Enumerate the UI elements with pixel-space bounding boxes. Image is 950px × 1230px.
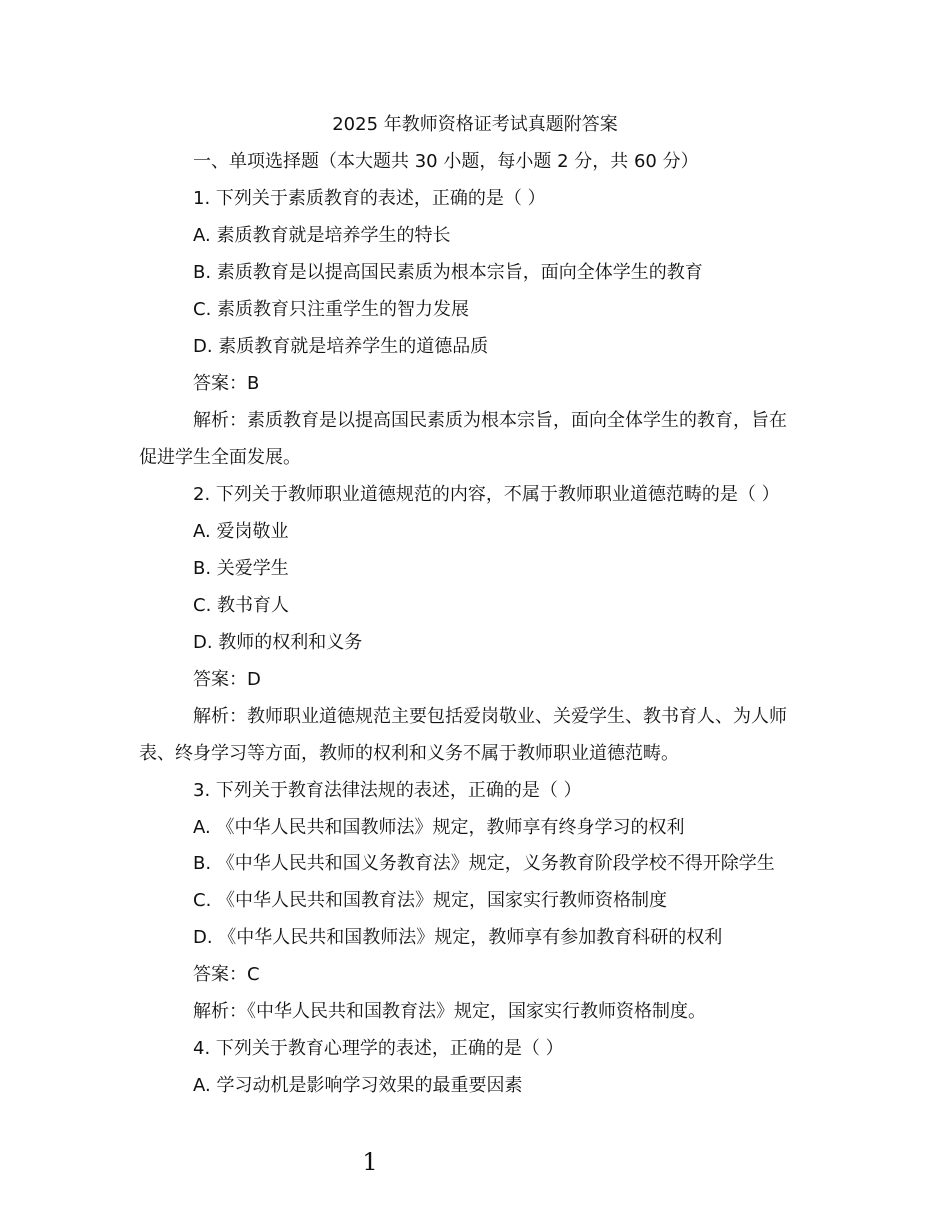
question-option: B. 关爱学生 (193, 558, 289, 579)
question-option: A. 《中华人民共和国教师法》规定，教师享有终身学习的权利 (193, 817, 685, 838)
question-stem: 4. 下列关于教育心理学的表述，正确的是（ ） (193, 1038, 564, 1059)
section-heading: 一、单项选择题（本大题共 30 小题，每小题 2 分，共 60 分） (193, 151, 699, 172)
question-option: C. 教书育人 (193, 595, 290, 616)
answer-line: 答案：C (193, 964, 260, 985)
question-option: D. 教师的权利和义务 (193, 632, 363, 653)
analysis-line: 解析：教师职业道德规范主要包括爱岗敬业、关爱学生、教书育人、为人师 (193, 706, 787, 727)
question-option: B. 素质教育是以提高国民素质为根本宗旨，面向全体学生的教育 (193, 262, 703, 283)
page-number: 1 (362, 1148, 378, 1176)
question-option: C. 素质教育只注重学生的智力发展 (193, 299, 470, 320)
answer-line: 答案：D (193, 669, 261, 690)
document-title: 2025 年教师资格证考试真题附答案 (332, 114, 618, 135)
analysis-line: 解析：素质教育是以提高国民素质为根本宗旨，面向全体学生的教育，旨在 (193, 410, 787, 431)
analysis-line: 促进学生全面发展。 (139, 447, 301, 468)
analysis-line: 表、终身学习等方面，教师的权利和义务不属于教师职业道德范畴。 (139, 743, 679, 764)
question-option: B. 《中华人民共和国义务教育法》规定，义务教育阶段学校不得开除学生 (193, 853, 775, 874)
question-option: D. 《中华人民共和国教师法》规定，教师享有参加教育科研的权利 (193, 927, 723, 948)
question-option: A. 爱岗敬业 (193, 521, 289, 542)
question-option: A. 学习动机是影响学习效果的最重要因素 (193, 1075, 523, 1096)
question-stem: 1. 下列关于素质教育的表述，正确的是（ ） (193, 188, 546, 209)
question-stem: 2. 下列关于教师职业道德规范的内容，不属于教师职业道德范畴的是（ ） (193, 484, 780, 505)
question-option: C. 《中华人民共和国教育法》规定，国家实行教师资格制度 (193, 890, 668, 911)
question-stem: 3. 下列关于教育法律法规的表述，正确的是（ ） (193, 780, 582, 801)
question-option: D. 素质教育就是培养学生的道德品质 (193, 336, 489, 357)
question-option: A. 素质教育就是培养学生的特长 (193, 225, 451, 246)
answer-line: 答案：B (193, 373, 260, 394)
analysis-line: 解析：《中华人民共和国教育法》规定，国家实行教师资格制度。 (193, 1001, 706, 1022)
